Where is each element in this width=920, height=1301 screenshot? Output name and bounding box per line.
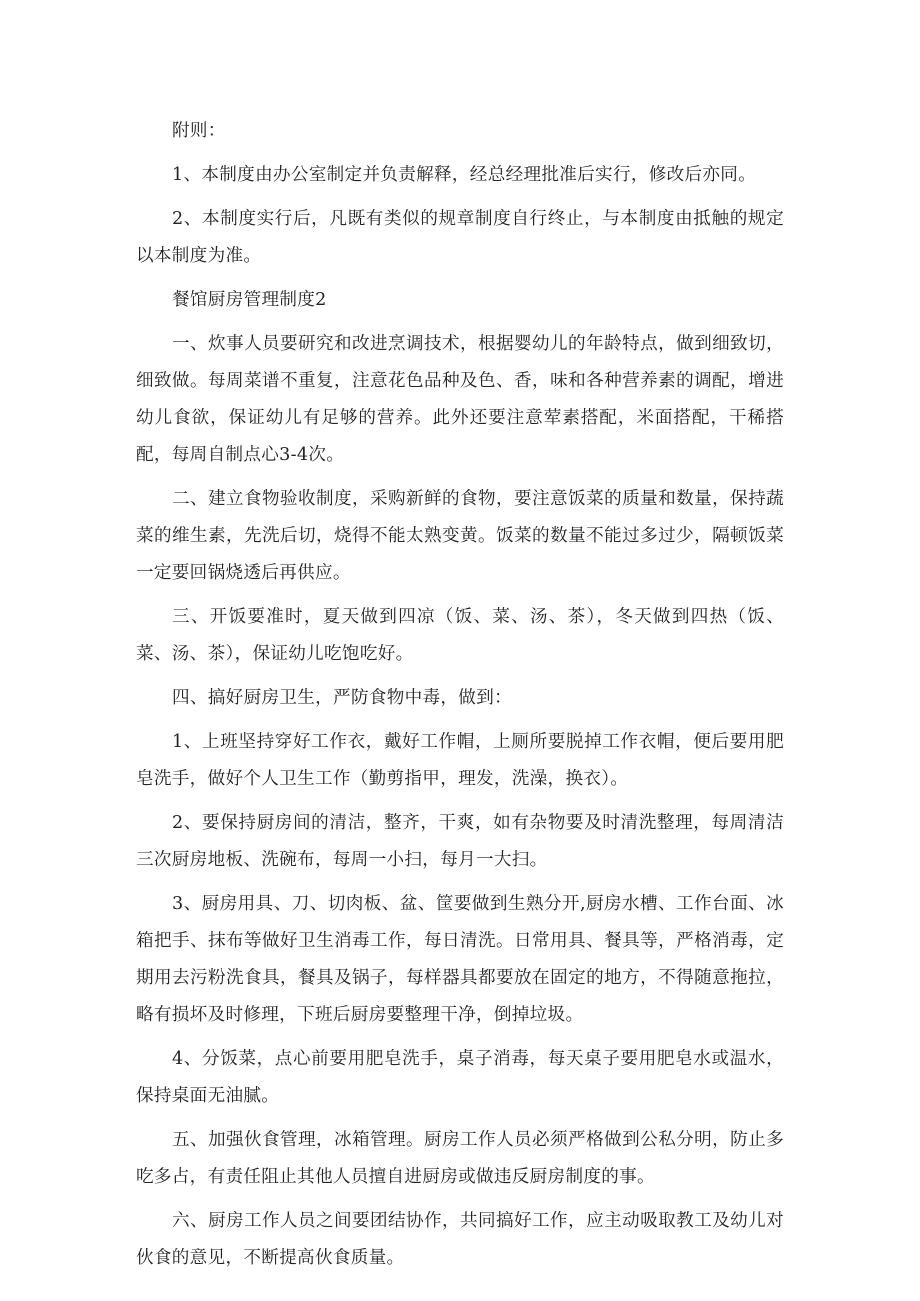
document-page <box>136 113 784 1284</box>
appendix-heading: 附则： <box>172 121 226 141</box>
appendix-clause-1: 1、本制度由办公室制定并负责解释，经总经理批准后实行，修改后亦同。 <box>172 165 757 185</box>
rule-4: 四、搞好厨房卫生，严防食物中毒，做到： <box>172 688 512 708</box>
rule-4-item-1: 1、上班坚持穿好工作衣，戴好工作帽，上厕所要脱掉工作衣帽，便后要用肥皂洗手，做好个人卫生工作（勤剪指甲，理发，洗澡，换衣）。 <box>136 732 784 789</box>
rule-6: 六、厨房工作人员之间要团结协作，共同搞好工作，应主动吸取教工及幼儿对伙食的意见，不断提高伙食质量。 <box>136 1211 784 1268</box>
rule-1: 一、炊事人员要研究和改进烹调技术，根据婴幼儿的年龄特点，做到细致切，细致做。每周菜谱不重复，注意花色品种及色、香，味和各种营养素的调配，增进幼儿食欲，保证幼儿有足够的营养。此外还要注意荤素搭配，米面搭配，干稀搭配，每周自制点心3-4次。 <box>136 334 784 465</box>
section-title: 餐馆厨房管理制度2 <box>172 290 327 310</box>
rule-4-item-2: 2、要保持厨房间的清洁，整齐，干爽，如有杂物要及时清洗整理，每周清洁三次厨房地板、洗碗布，每周一小扫，每月一大扫。 <box>136 813 784 870</box>
rule-3: 三、开饭要准时，夏天做到四凉（饭、菜、汤、茶），冬天做到四热（饭、菜、汤、茶），保证幼儿吃饱吃好。 <box>136 607 784 664</box>
rule-5: 五、加强伙食管理，冰箱管理。厨房工作人员必须严格做到公私分明，防止多吃多占，有责任阻止其他人员擅自进厨房或做违反厨房制度的事。 <box>136 1130 784 1187</box>
rule-2: 二、建立食物验收制度，采购新鲜的食物，要注意饭菜的质量和数量，保持蔬菜的维生素，先洗后切，烧得不能太熟变黄。饭菜的数量不能过多过少，隔顿饭菜一定要回锅烧透后再供应。 <box>136 489 784 583</box>
rule-4-item-4: 4、分饭菜，点心前要用肥皂洗手，桌子消毒，每天桌子要用肥皂水或温水，保持桌面无油腻。 <box>136 1049 784 1106</box>
rule-4-item-3: 3、厨房用具、刀、切肉板、盆、筐要做到生熟分开,厨房水槽、工作台面、冰箱把手、抹布等做好卫生消毒工作，每日清洗。日常用具、餐具等，严格消毒，定期用去污粉洗食具，餐具及锅子，每样器具都要放在固定的地方，不得随意拖拉，略有损坏及时修理，下班后厨房要整理干净，倒掉垃圾。 <box>136 894 784 1025</box>
appendix-clause-2: 2、本制度实行后，凡既有类似的规章制度自行终止，与本制度由抵触的规定以本制度为准。 <box>136 209 784 266</box>
